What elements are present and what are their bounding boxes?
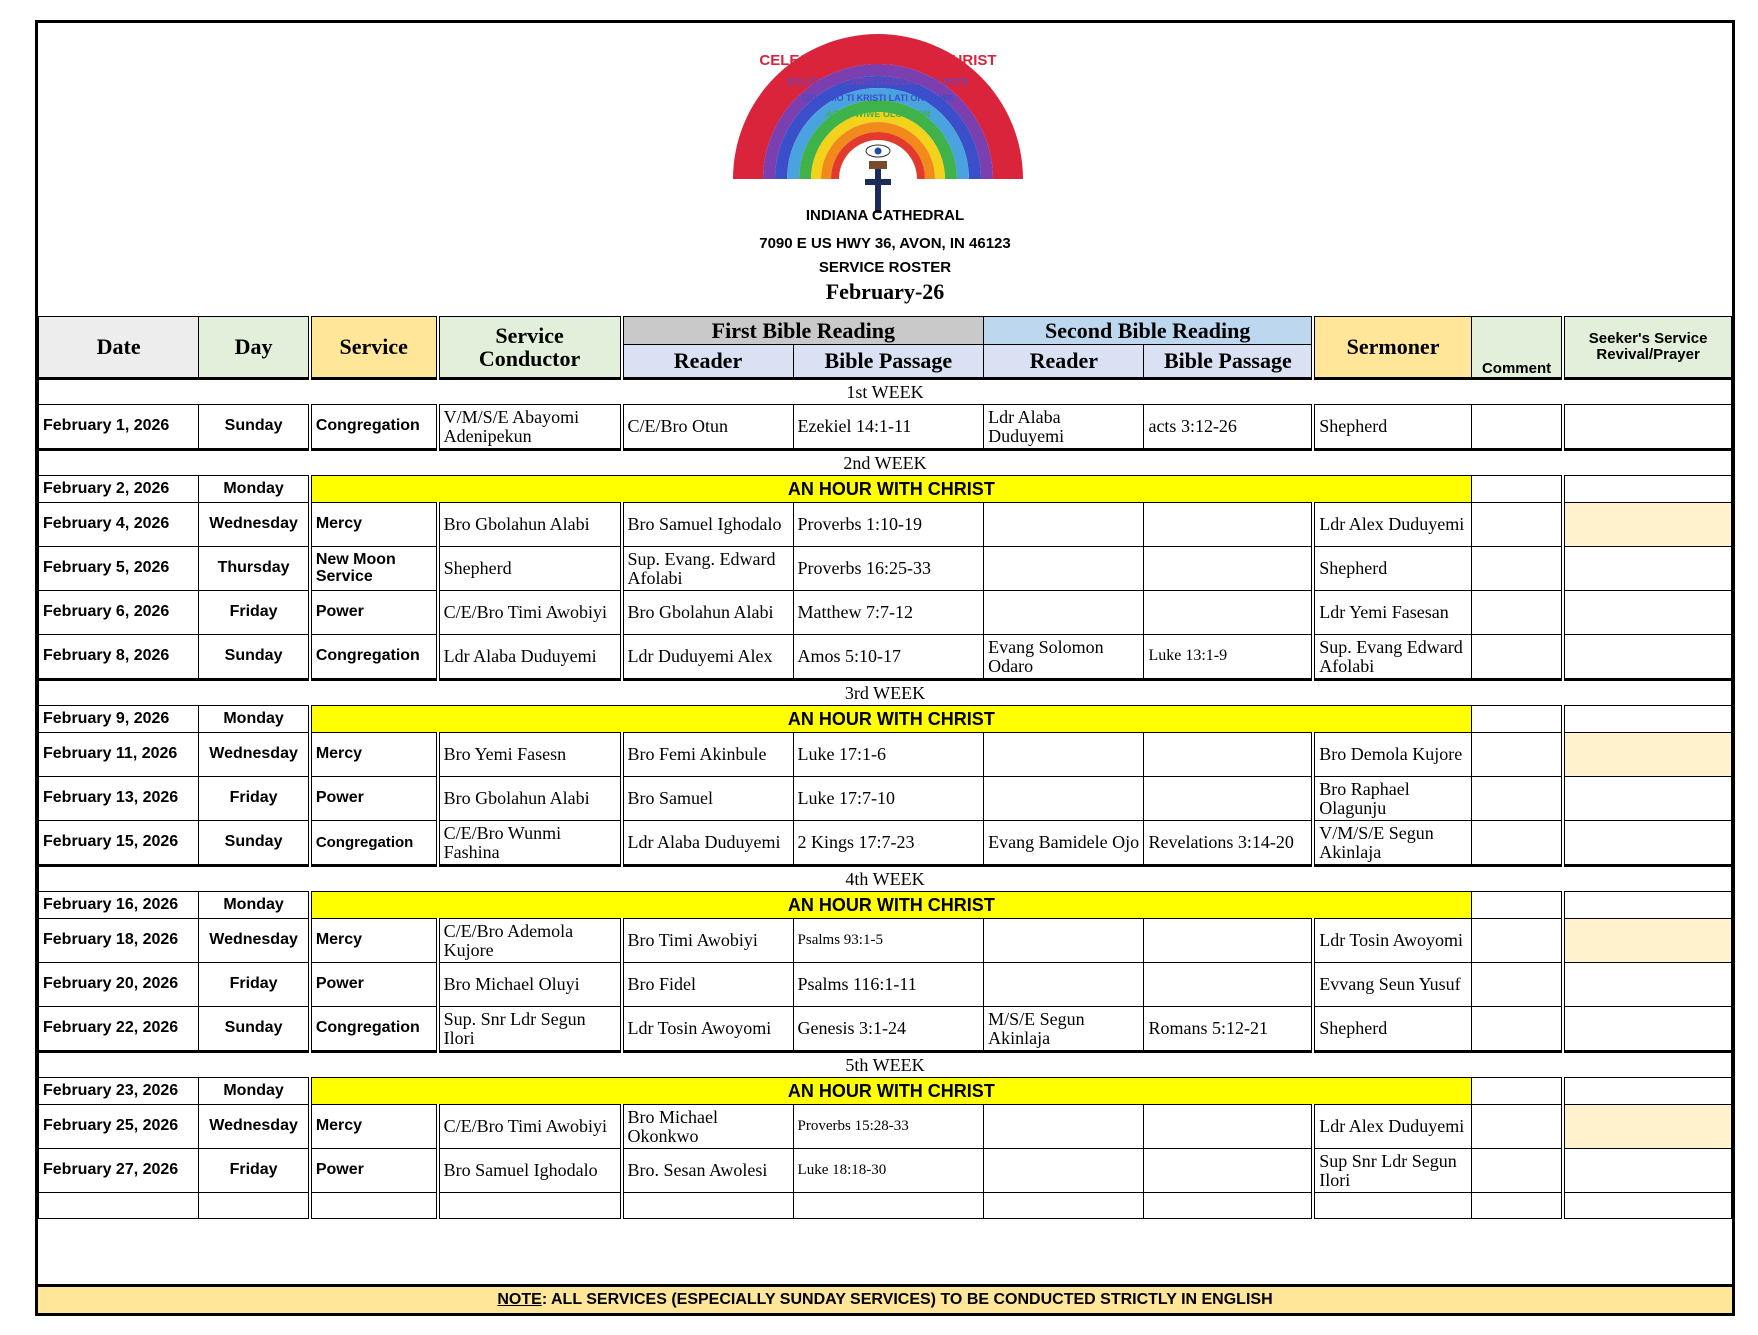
row-seekers — [1563, 503, 1731, 547]
table-row — [39, 777, 1732, 821]
row-conductor: Bro Samuel Ighodalo — [438, 1149, 622, 1193]
row-date: February 6, 2026 — [39, 591, 199, 635]
hour-with-christ-band: AN HOUR WITH CHRIST — [310, 706, 1472, 733]
row-seekers — [1563, 405, 1731, 450]
roster-title: SERVICE ROSTER — [818, 259, 952, 276]
row-sermoner: Sup. Evang Edward Afolabi — [1313, 635, 1471, 680]
row-passage2 — [1144, 1105, 1313, 1149]
row-service: Congregation — [310, 635, 438, 680]
row-comment — [1471, 733, 1563, 777]
seekers-header-line1: Seeker's Service — [1588, 330, 1708, 348]
row-date: February 8, 2026 — [39, 635, 199, 680]
comment-header: Comment — [1471, 317, 1563, 379]
row-reader2 — [984, 963, 1144, 1007]
table-row — [39, 405, 1732, 450]
row-day: Wednesday — [199, 503, 310, 547]
table-row — [39, 1149, 1732, 1193]
cathedral-address: 7090 E US HWY 36, AVON, IN 46123 — [759, 235, 1011, 252]
first-passage-header: Bible Passage — [793, 345, 984, 379]
row-seekers — [1563, 476, 1731, 503]
second-passage-header: Bible Passage — [1144, 345, 1313, 379]
row-seekers — [1563, 892, 1731, 919]
row-seekers — [1563, 821, 1731, 866]
row-conductor: Shepherd — [438, 547, 622, 591]
row-passage1: Amos 5:10-17 — [793, 635, 984, 680]
church-logo-icon — [723, 29, 1033, 219]
row-seekers — [1563, 1007, 1731, 1052]
row-date: February 22, 2026 — [39, 1007, 199, 1052]
row-comment — [1471, 503, 1563, 547]
row-comment — [1471, 821, 1563, 866]
table-row — [39, 892, 1732, 919]
row-passage1: Luke 18:18-30 — [793, 1149, 984, 1193]
row-conductor: Ldr Alaba Duduyemi — [438, 635, 622, 680]
row-passage2 — [1144, 503, 1313, 547]
row-service: Mercy — [310, 733, 438, 777]
row-reader2 — [984, 503, 1144, 547]
row-sermoner: Bro Raphael Olagunju — [1313, 777, 1471, 821]
row-reader1: Bro Fidel — [622, 963, 794, 1007]
row-passage2: Revelations 3:14-20 — [1144, 821, 1313, 866]
week-label: 3rd WEEK — [39, 680, 1732, 706]
row-reader2 — [984, 1105, 1144, 1149]
row-sermoner: V/M/S/E Segun Akinlaja — [1313, 821, 1471, 866]
row-comment — [1471, 777, 1563, 821]
row-day: Sunday — [199, 1007, 310, 1052]
row-service: Congregation — [310, 1007, 438, 1052]
row-reader1: Bro Michael Okonkwo — [622, 1105, 794, 1149]
first-reading-header: First Bible Reading — [622, 317, 984, 345]
row-comment — [1471, 892, 1563, 919]
row-conductor: C/E/Bro Timi Awobiyi — [438, 1105, 622, 1149]
row-service: Congregation — [310, 405, 438, 450]
row-comment — [1471, 1007, 1563, 1052]
row-seekers — [1563, 706, 1731, 733]
row-service: Congregation — [310, 821, 438, 866]
service-header: Service — [310, 317, 438, 379]
row-conductor: Sup. Snr Ldr Segun Ilori — [438, 1007, 622, 1052]
row-seekers — [1563, 547, 1731, 591]
row-reader2: Evang Solomon Odaro — [984, 635, 1144, 680]
note-prefix: NOTE — [497, 1291, 542, 1308]
row-reader2: M/S/E Segun Akinlaja — [984, 1007, 1144, 1052]
roster-header — [38, 23, 1732, 316]
row-passage1: Matthew 7:7-12 — [793, 591, 984, 635]
sermoner-header: Sermoner — [1313, 317, 1471, 379]
roster-table — [38, 316, 1732, 1219]
row-day: Thursday — [199, 547, 310, 591]
row-reader2 — [984, 547, 1144, 591]
seekers-header — [1563, 317, 1731, 379]
row-reader1: Bro Samuel — [622, 777, 794, 821]
second-reading-header: Second Bible Reading — [984, 317, 1314, 345]
row-conductor: C/E/Bro Timi Awobiyi — [438, 591, 622, 635]
conductor-header: Service Conductor — [438, 317, 622, 379]
roster-sheet — [35, 20, 1735, 1316]
row-reader1: Sup. Evang. Edward Afolabi — [622, 547, 794, 591]
row-day: Wednesday — [199, 733, 310, 777]
row-passage2 — [1144, 591, 1313, 635]
row-conductor: V/M/S/E Abayomi Adenipekun — [438, 405, 622, 450]
row-date: February 1, 2026 — [39, 405, 199, 450]
row-date: February 15, 2026 — [39, 821, 199, 866]
row-comment — [1471, 591, 1563, 635]
week-label: 5th WEEK — [39, 1052, 1732, 1078]
row-sermoner: Ldr Tosin Awoyomi — [1313, 919, 1471, 963]
row-day: Friday — [199, 963, 310, 1007]
row-comment — [1471, 635, 1563, 680]
row-service: Mercy — [310, 1105, 438, 1149]
row-reader2: Evang Bamidele Ojo — [984, 821, 1144, 866]
row-reader2 — [984, 1149, 1144, 1193]
table-row — [39, 733, 1732, 777]
row-seekers — [1563, 733, 1731, 777]
logo-inner-text: IJO MIMO TI KRISTI LATI ORUN WA — [802, 93, 954, 103]
row-date: February 18, 2026 — [39, 919, 199, 963]
first-reader-header: Reader — [622, 345, 794, 379]
row-reader1: Bro. Sesan Awolesi — [622, 1149, 794, 1193]
row-seekers — [1563, 919, 1731, 963]
row-conductor: C/E/Bro Wunmi Fashina — [438, 821, 622, 866]
note-bar — [38, 1284, 1732, 1313]
row-date: February 20, 2026 — [39, 963, 199, 1007]
row-sermoner: Sup Snr Ldr Segun Ilori — [1313, 1149, 1471, 1193]
table-row — [39, 706, 1732, 733]
row-date: February 27, 2026 — [39, 1149, 199, 1193]
row-seekers — [1563, 635, 1731, 680]
hour-with-christ-band: AN HOUR WITH CHRIST — [310, 1078, 1472, 1105]
row-passage2 — [1144, 919, 1313, 963]
logo-core-text: AGUN WIWE OLON TON — [825, 109, 931, 119]
row-seekers — [1563, 1078, 1731, 1105]
row-comment — [1471, 1149, 1563, 1193]
row-conductor: Bro Gbolahun Alabi — [438, 503, 622, 547]
row-date: February 13, 2026 — [39, 777, 199, 821]
row-reader2 — [984, 733, 1144, 777]
table-row — [39, 1105, 1732, 1149]
row-reader1: Ldr Tosin Awoyomi — [622, 1007, 794, 1052]
row-day: Friday — [199, 777, 310, 821]
row-day: Monday — [199, 1078, 310, 1105]
row-sermoner: Evvang Seun Yusuf — [1313, 963, 1471, 1007]
row-comment — [1471, 1105, 1563, 1149]
row-passage1: 2 Kings 17:7-23 — [793, 821, 984, 866]
week-label: 4th WEEK — [39, 866, 1732, 892]
row-date: February 11, 2026 — [39, 733, 199, 777]
row-passage1: Proverbs 16:25-33 — [793, 547, 984, 591]
row-reader1: Bro Samuel Ighodalo — [622, 503, 794, 547]
row-passage2 — [1144, 733, 1313, 777]
row-sermoner: Bro Demola Kujore — [1313, 733, 1471, 777]
row-passage1: Ezekiel 14:1-11 — [793, 405, 984, 450]
row-reader2 — [984, 919, 1144, 963]
row-passage2 — [1144, 777, 1313, 821]
row-comment — [1471, 1078, 1563, 1105]
row-seekers — [1563, 1149, 1731, 1193]
day-header: Day — [199, 317, 310, 379]
row-day: Sunday — [199, 405, 310, 450]
row-date: February 23, 2026 — [39, 1078, 199, 1105]
row-date: February 16, 2026 — [39, 892, 199, 919]
cathedral-name: INDIANA CATHEDRAL — [805, 207, 965, 224]
row-day: Sunday — [199, 635, 310, 680]
row-service: Power — [310, 777, 438, 821]
row-day: Sunday — [199, 821, 310, 866]
seekers-header-line2: Revival/Prayer — [1596, 346, 1700, 363]
row-reader2 — [984, 591, 1144, 635]
row-passage2: acts 3:12-26 — [1144, 405, 1313, 450]
logo-outer-text: CELESTIAL CHURCH OF CHRIST — [759, 52, 997, 69]
row-conductor: C/E/Bro Ademola Kujore — [438, 919, 622, 963]
week-label: 2nd WEEK — [39, 450, 1732, 476]
row-comment — [1471, 547, 1563, 591]
row-sermoner: Ldr Alex Duduyemi — [1313, 503, 1471, 547]
row-service: Mercy — [310, 919, 438, 963]
row-seekers — [1563, 591, 1731, 635]
row-day: Friday — [199, 591, 310, 635]
table-row — [39, 821, 1732, 866]
row-date: February 5, 2026 — [39, 547, 199, 591]
row-date: February 4, 2026 — [39, 503, 199, 547]
logo-middle-text: EGLISE DU CHRISTIANSME CELESTE — [787, 77, 969, 88]
row-sermoner: Shepherd — [1313, 547, 1471, 591]
table-row — [39, 1078, 1732, 1105]
table-row — [39, 635, 1732, 680]
row-seekers — [1563, 1105, 1731, 1149]
row-passage1: Psalms 93:1-5 — [793, 919, 984, 963]
date-header: Date — [39, 317, 199, 379]
second-reader-header: Reader — [984, 345, 1144, 379]
row-sermoner: Ldr Alex Duduyemi — [1313, 1105, 1471, 1149]
row-reader1: Ldr Duduyemi Alex — [622, 635, 794, 680]
table-row — [39, 591, 1732, 635]
row-comment — [1471, 919, 1563, 963]
row-passage1: Genesis 3:1-24 — [793, 1007, 984, 1052]
table-row — [39, 476, 1732, 503]
row-conductor: Bro Michael Oluyi — [438, 963, 622, 1007]
row-conductor: Bro Yemi Fasesn — [438, 733, 622, 777]
table-row-empty — [39, 1193, 1732, 1219]
row-passage1: Psalms 116:1-11 — [793, 963, 984, 1007]
row-service: Power — [310, 963, 438, 1007]
row-passage1: Luke 17:1-6 — [793, 733, 984, 777]
row-day: Monday — [199, 892, 310, 919]
row-passage2: Romans 5:12-21 — [1144, 1007, 1313, 1052]
row-day: Monday — [199, 476, 310, 503]
row-date: February 2, 2026 — [39, 476, 199, 503]
row-day: Monday — [199, 706, 310, 733]
row-service: Mercy — [310, 503, 438, 547]
row-date: February 9, 2026 — [39, 706, 199, 733]
row-reader1: Bro Femi Akinbule — [622, 733, 794, 777]
row-reader1: Ldr Alaba Duduyemi — [622, 821, 794, 866]
row-comment — [1471, 405, 1563, 450]
row-sermoner: Shepherd — [1313, 405, 1471, 450]
row-day: Friday — [199, 1149, 310, 1193]
hour-with-christ-band: AN HOUR WITH CHRIST — [310, 892, 1472, 919]
row-comment — [1471, 963, 1563, 1007]
row-reader1: Bro Gbolahun Alabi — [622, 591, 794, 635]
hour-with-christ-band: AN HOUR WITH CHRIST — [310, 476, 1472, 503]
row-seekers — [1563, 963, 1731, 1007]
row-reader2: Ldr Alaba Duduyemi — [984, 405, 1144, 450]
row-conductor: Bro Gbolahun Alabi — [438, 777, 622, 821]
row-comment — [1471, 476, 1563, 503]
row-passage2 — [1144, 547, 1313, 591]
row-passage2: Luke 13:1-9 — [1144, 635, 1313, 680]
row-service: Power — [310, 1149, 438, 1193]
table-row — [39, 963, 1732, 1007]
table-row — [39, 503, 1732, 547]
table-row — [39, 919, 1732, 963]
table-row — [39, 1007, 1732, 1052]
row-passage1: Proverbs 15:28-33 — [793, 1105, 984, 1149]
row-sermoner: Ldr Yemi Fasesan — [1313, 591, 1471, 635]
row-day: Wednesday — [199, 1105, 310, 1149]
note-text: : ALL SERVICES (ESPECIALLY SUNDAY SERVICES) TO BE CONDUCTED STRICTLY IN ENGLISH — [541, 1291, 1273, 1308]
week-label: 1st WEEK — [39, 379, 1732, 405]
row-service: Power — [310, 591, 438, 635]
row-passage2 — [1144, 1149, 1313, 1193]
row-reader1: Bro Timi Awobiyi — [622, 919, 794, 963]
row-reader1: C/E/Bro Otun — [622, 405, 794, 450]
row-day: Wednesday — [199, 919, 310, 963]
row-passage1: Proverbs 1:10-19 — [793, 503, 984, 547]
roster-month: February-26 — [825, 279, 945, 304]
row-passage1: Luke 17:7-10 — [793, 777, 984, 821]
row-comment — [1471, 706, 1563, 733]
row-passage2 — [1144, 963, 1313, 1007]
row-service: New Moon Service — [310, 547, 438, 591]
row-seekers — [1563, 777, 1731, 821]
row-sermoner: Shepherd — [1313, 1007, 1471, 1052]
table-row — [39, 547, 1732, 591]
row-reader2 — [984, 777, 1144, 821]
row-date: February 25, 2026 — [39, 1105, 199, 1149]
